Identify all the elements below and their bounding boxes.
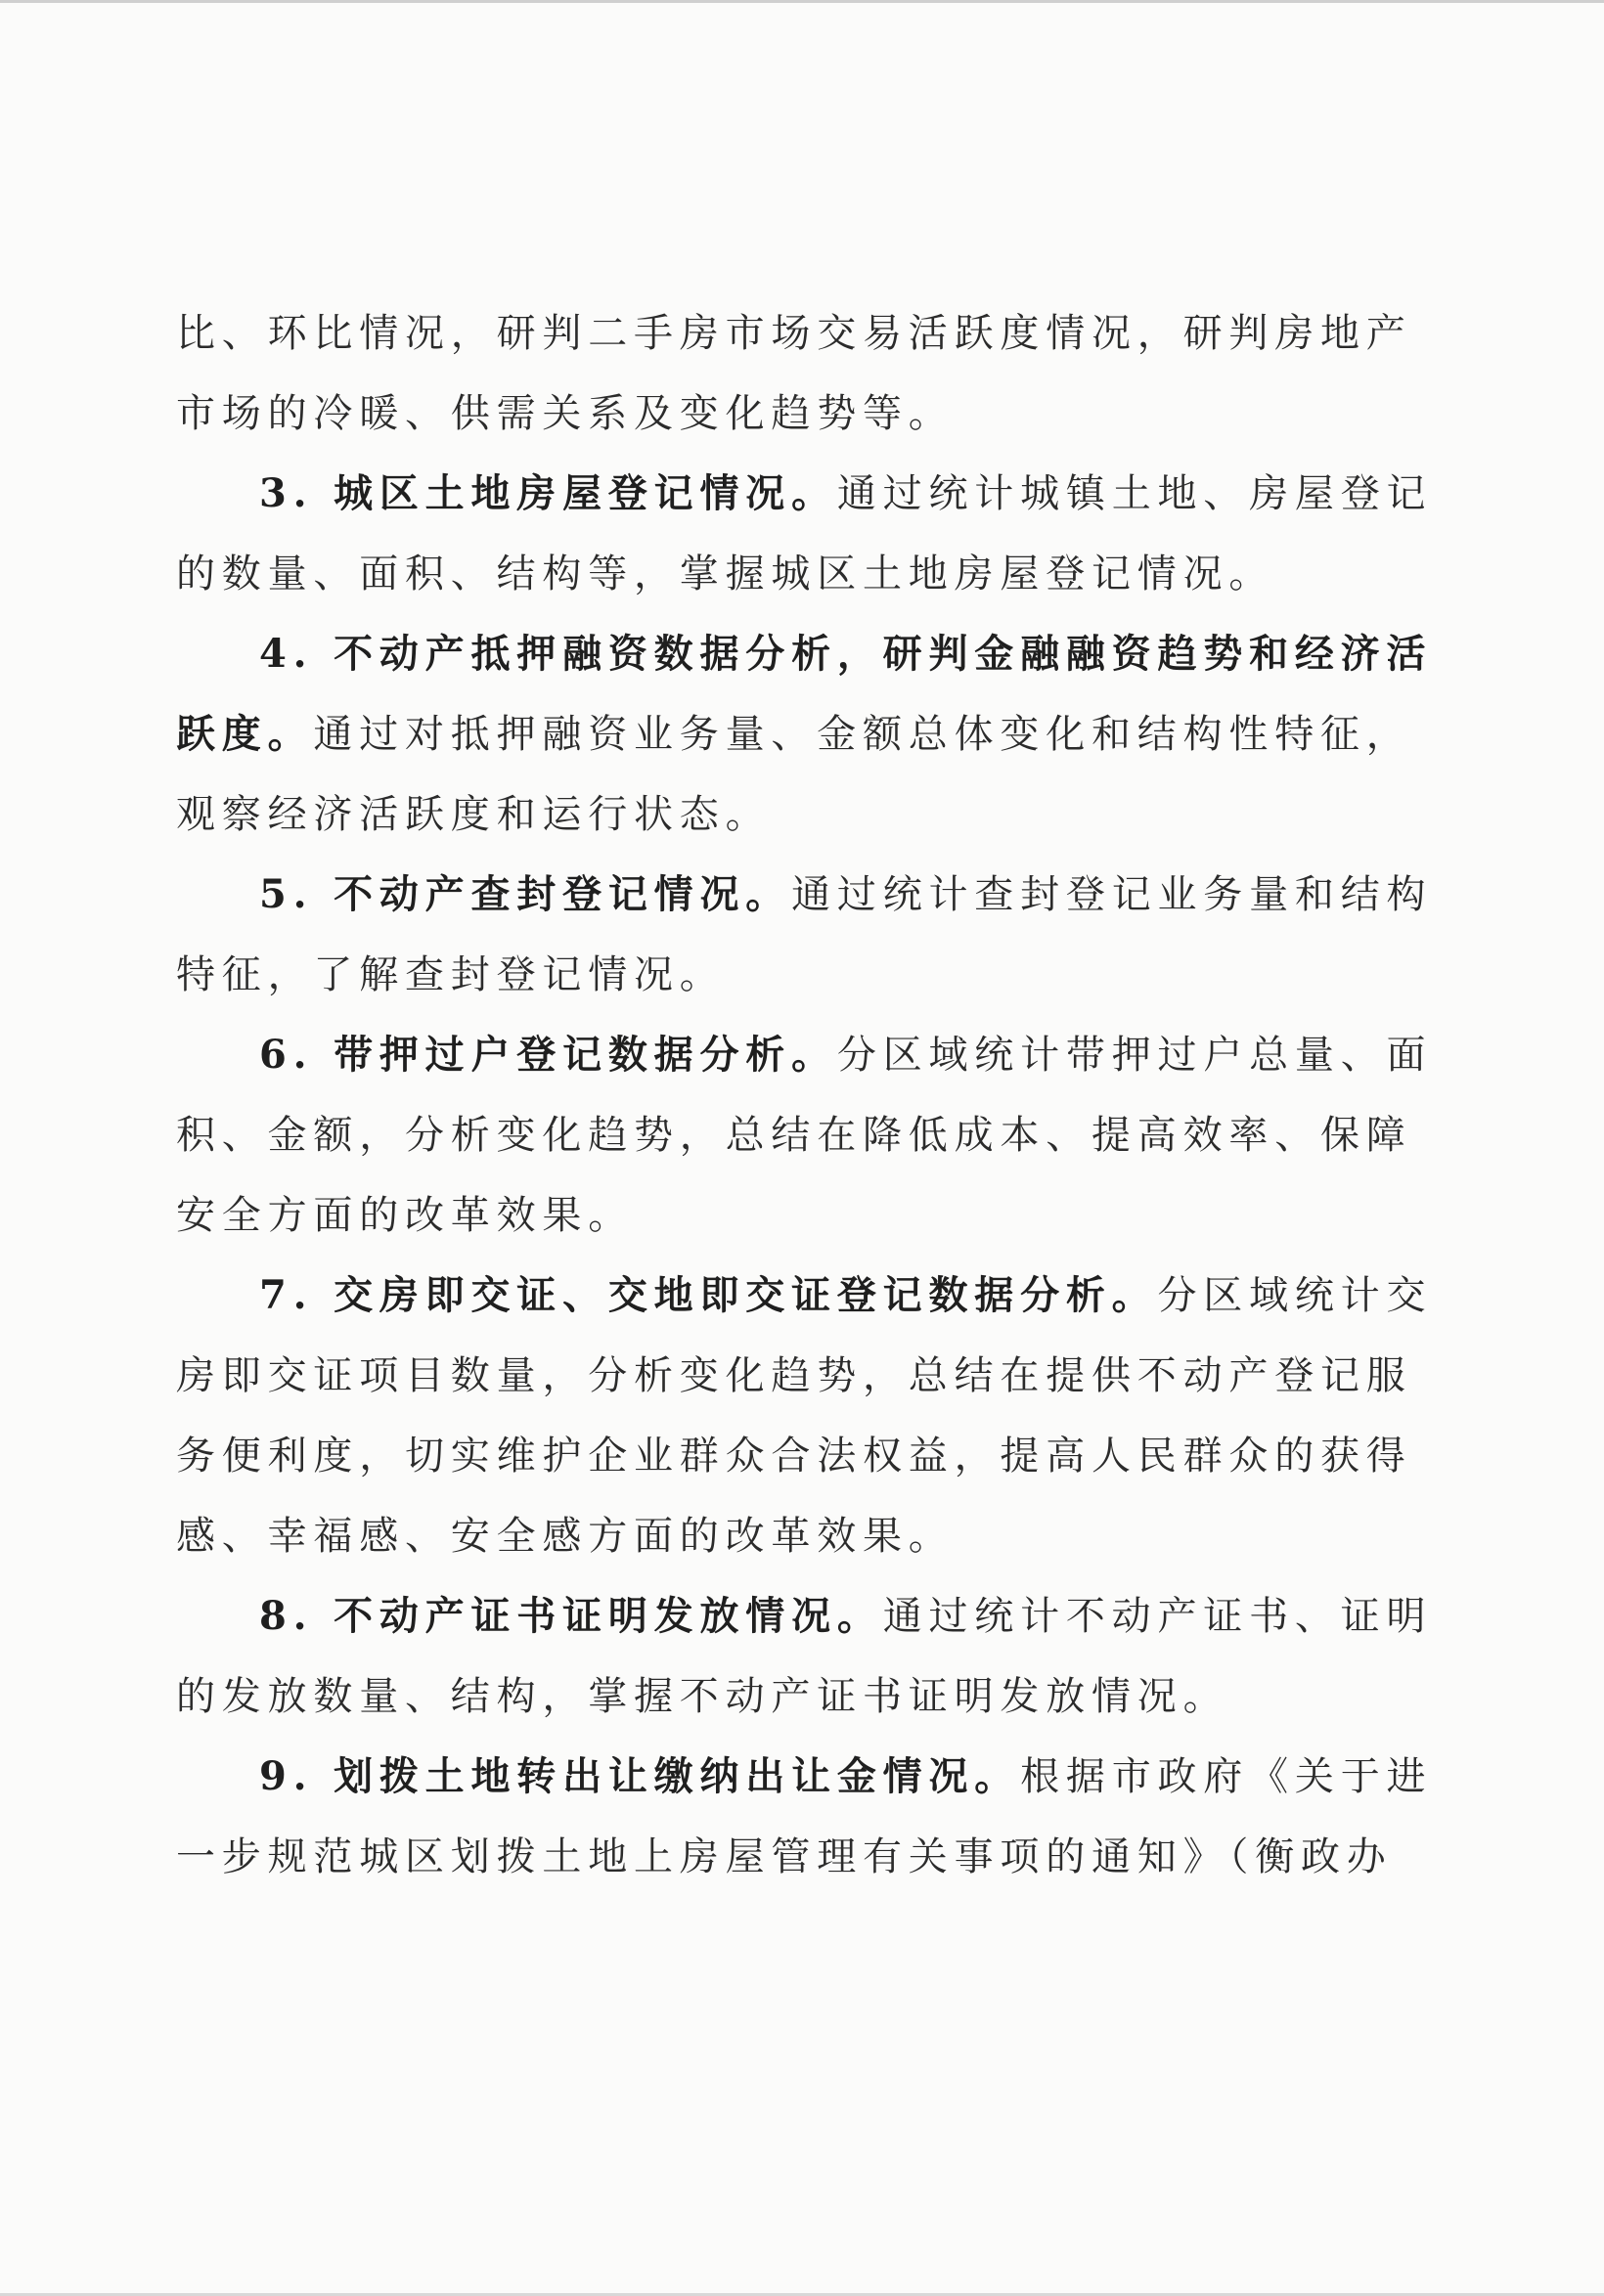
body-text: 通过统计不动产证书、证明 xyxy=(882,1594,1433,1639)
body-text: 感、幸福感、安全感方面的改革效果。 xyxy=(176,1514,955,1559)
body-text: 观察经济活跃度和运行状态。 xyxy=(176,792,772,837)
body-text: 务便利度，切实维护企业群众合法权益，提高人民群众的获得 xyxy=(176,1434,1412,1479)
body-text: 分区域统计交 xyxy=(1157,1273,1433,1318)
body-text: 通过对抵押融资业务量、金额总体变化和结构性特征， xyxy=(313,712,1412,757)
text-line xyxy=(176,1737,1433,1817)
text-line xyxy=(176,1256,1433,1336)
body-text: 的发放数量、结构，掌握不动产证书证明发放情况。 xyxy=(176,1674,1229,1719)
body-text: 分区域统计带押过户总量、面 xyxy=(836,1033,1433,1078)
text-line xyxy=(176,1015,1433,1095)
text-line xyxy=(176,454,1433,534)
scan-top-edge xyxy=(0,0,1604,3)
section-heading: 跃度。 xyxy=(176,711,314,757)
section-heading: 5. 不动产查封登记情况。 xyxy=(259,871,792,917)
text-line xyxy=(176,1095,1412,1175)
body-text: 比、环比情况，研判二手房市场交易活跃度情况，研判房地产 xyxy=(176,311,1412,356)
text-line xyxy=(176,774,1345,855)
body-text: 安全方面的改革效果。 xyxy=(176,1193,634,1238)
body-text: 的数量、面积、结构等，掌握城区土地房屋登记情况。 xyxy=(176,552,1275,596)
text-line xyxy=(176,293,1412,374)
document-body xyxy=(176,293,1433,1897)
body-text: 市场的冷暖、供需关系及变化趋势等。 xyxy=(176,391,955,436)
text-line xyxy=(176,534,1345,614)
section-heading: 3. 城区土地房屋登记情况。 xyxy=(259,470,837,516)
text-line xyxy=(176,1416,1412,1496)
section-heading: 6. 带押过户登记数据分析。 xyxy=(259,1032,837,1078)
text-line xyxy=(176,935,1345,1015)
text-line xyxy=(176,1817,1393,1897)
body-text: 通过统计查封登记业务量和结构 xyxy=(791,872,1433,917)
text-line xyxy=(176,694,1412,774)
text-line xyxy=(176,855,1433,935)
body-text: 积、金额，分析变化趋势，总结在降低成本、提高效率、保障 xyxy=(176,1113,1412,1158)
body-text: 通过统计城镇土地、房屋登记 xyxy=(836,471,1433,516)
text-line xyxy=(176,1175,1345,1256)
text-line xyxy=(176,614,1433,694)
section-heading: 7. 交房即交证、交地即交证登记数据分析。 xyxy=(259,1272,1158,1318)
body-text: 根据市政府《关于进 xyxy=(1020,1754,1433,1799)
text-line xyxy=(176,1576,1433,1656)
text-line xyxy=(176,374,1345,454)
body-text: 一步规范城区划拨土地上房屋管理有关事项的通知》（衡政办 xyxy=(176,1834,1393,1879)
body-text: 房即交证项目数量，分析变化趋势，总结在提供不动产登记服 xyxy=(176,1353,1412,1398)
text-line xyxy=(176,1336,1412,1416)
body-text: 特征，了解查封登记情况。 xyxy=(176,952,726,997)
section-heading: 8. 不动产证书证明发放情况。 xyxy=(259,1593,883,1639)
section-heading: 4. 不动产抵押融资数据分析，研判金融融资趋势和经济活 xyxy=(259,631,1433,677)
text-line xyxy=(176,1496,1345,1576)
text-line xyxy=(176,1656,1345,1737)
section-heading: 9. 划拨土地转出让缴纳出让金情况。 xyxy=(259,1753,1021,1799)
